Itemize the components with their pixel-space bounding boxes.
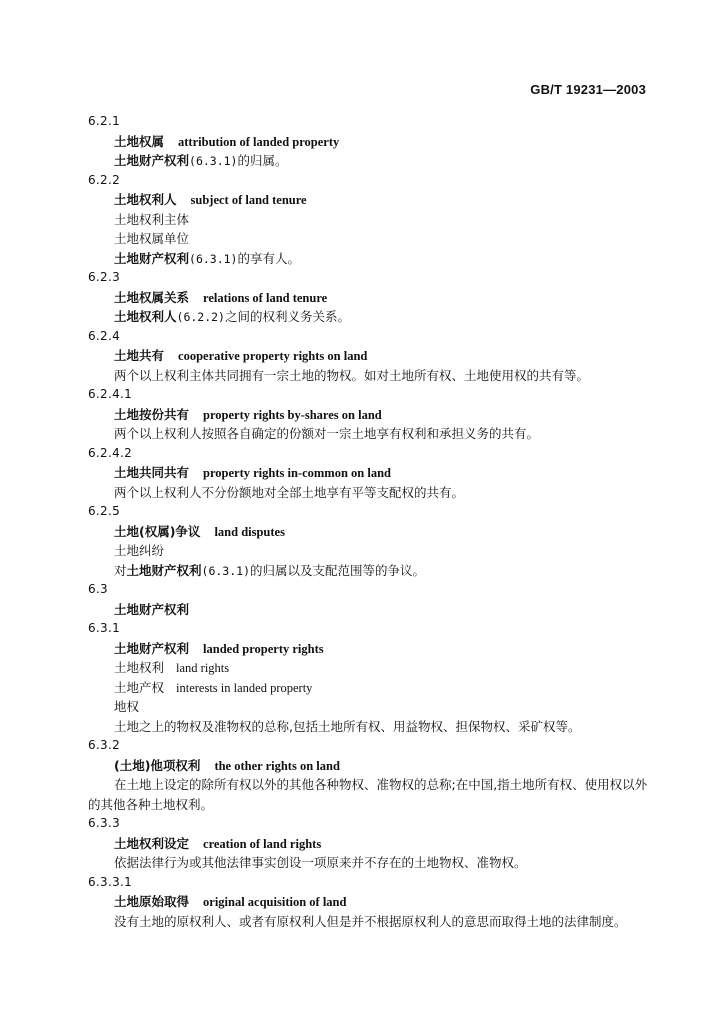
definition: [88, 151, 648, 171]
term-en: land disputes: [214, 524, 285, 539]
cross-reference-term: 土地财产权利: [114, 153, 190, 168]
standard-code: GB/T 19231—2003: [530, 82, 646, 97]
clause-number: 6.3.3: [88, 816, 121, 830]
term-en: cooperative property rights on land: [178, 349, 368, 363]
clause-number: 6.3.3.1: [88, 874, 133, 889]
definition-text: 对: [114, 562, 127, 578]
clause-number: 6.3.1: [88, 621, 121, 635]
definition-text: 之间的权利义务关系。: [224, 309, 350, 324]
term-zh: 土地财产权利: [114, 640, 190, 656]
definition: 土地之上的物权及准物权的总称,包括土地所有权、用益物权、担保物权、采矿权等。: [114, 718, 581, 734]
clause-number: 6.2.4.1: [88, 387, 133, 401]
definition: 两个以上权利人不分份额地对全部土地享有平等支配权的共有。: [114, 484, 465, 500]
term-en: the other rights on land: [214, 758, 340, 773]
section-title: [88, 600, 648, 620]
term-zh: 土地共有: [114, 348, 165, 363]
term-en: property rights by-shares on land: [203, 407, 382, 422]
clause-number: 6.2.1: [88, 114, 121, 128]
synonym: [88, 658, 648, 678]
term-en: property rights in-common on land: [203, 466, 391, 480]
term-line: [88, 405, 648, 425]
synonym-en: interests in landed property: [176, 680, 313, 695]
section-title-text: 土地财产权利: [114, 601, 190, 617]
definition: 在土地上设定的除所有权以外的其他各种物权、准物权的总称;在中国,指土地所有权、使用权以外: [114, 777, 648, 792]
term-zh: 土地权利设定: [114, 835, 190, 851]
term-line: [88, 132, 648, 152]
term-line: [88, 522, 648, 542]
cross-reference-term: 土地财产权利: [126, 562, 202, 578]
term-line: [88, 756, 648, 776]
term-list: [88, 112, 648, 931]
synonym: 土地权属单位: [114, 231, 190, 246]
synonym: [88, 678, 648, 698]
synonym-zh: 土地产权: [114, 679, 165, 695]
term-line: [88, 639, 648, 659]
term-zh: 土地权利人: [114, 192, 177, 207]
term-line: [88, 834, 648, 854]
clause-number: 6.2.3: [88, 270, 121, 284]
term-zh: 土地按份共有: [114, 406, 190, 422]
definition: [88, 561, 648, 581]
definition-text: 的享有人。: [237, 250, 300, 266]
definition-continuation: 的其他各种土地权利。: [88, 796, 214, 812]
synonym-zh: 土地权利: [114, 660, 165, 675]
term-en: subject of land tenure: [190, 193, 307, 207]
term-zh: 土地原始取得: [114, 894, 190, 909]
synonym: 地权: [114, 699, 140, 714]
definition: [88, 249, 648, 269]
definition: 没有土地的原权利人、或者有原权利人但是并不根据原权利人的意思而取得土地的法律制度。: [114, 913, 627, 929]
definition: [88, 307, 648, 327]
definition-text: 的归属。: [237, 153, 288, 168]
cross-reference-number: (6.2.2): [176, 310, 225, 324]
cross-reference-term: 土地财产权利: [114, 250, 190, 266]
term-zh: 土地权属: [114, 133, 165, 149]
cross-reference-number: (6.3.1): [189, 154, 238, 168]
synonym-en: land rights: [176, 661, 230, 675]
synonym: 土地权利主体: [114, 211, 190, 227]
term-en: creation of land rights: [203, 836, 322, 851]
clause-number: 6.2.5: [88, 504, 121, 518]
definition: 两个以上权利人按照各自确定的份额对一宗土地享有权利和承担义务的共有。: [114, 426, 540, 441]
synonym: 土地纠纷: [114, 543, 165, 558]
cross-reference-number: (6.3.1): [201, 563, 250, 578]
term-line: [88, 190, 648, 210]
term-en: attribution of landed property: [178, 134, 340, 149]
term-line: [88, 346, 648, 366]
cross-reference-term: 土地权利人: [114, 309, 177, 324]
term-line: [88, 463, 648, 483]
term-en: relations of land tenure: [203, 290, 328, 305]
term-zh: 土地(权属)争议: [114, 523, 201, 539]
term-line: [88, 892, 648, 912]
section-number: 6.3: [88, 582, 108, 596]
definition-text: 的归属以及支配范围等的争议。: [250, 562, 426, 578]
cross-reference-number: (6.3.1): [189, 251, 238, 266]
definition: 两个以上权利主体共同拥有一宗土地的物权。如对土地所有权、土地使用权的共有等。: [114, 367, 590, 383]
term-zh: 土地共同共有: [114, 465, 190, 480]
term-en: landed property rights: [203, 641, 324, 656]
definition: 依据法律行为或其他法律事实创设一项原来并不存在的土地物权、准物权。: [114, 855, 527, 870]
clause-number: 6.2.4.2: [88, 445, 133, 460]
term-zh: 土地权属关系: [114, 289, 190, 305]
term-line: [88, 288, 648, 308]
clause-number: 6.3.2: [88, 738, 121, 752]
term-zh: (土地)他项权利: [114, 757, 201, 773]
clause-number: 6.2.2: [88, 172, 121, 187]
clause-number: 6.2.4: [88, 328, 121, 343]
term-en: original acquisition of land: [203, 895, 347, 909]
